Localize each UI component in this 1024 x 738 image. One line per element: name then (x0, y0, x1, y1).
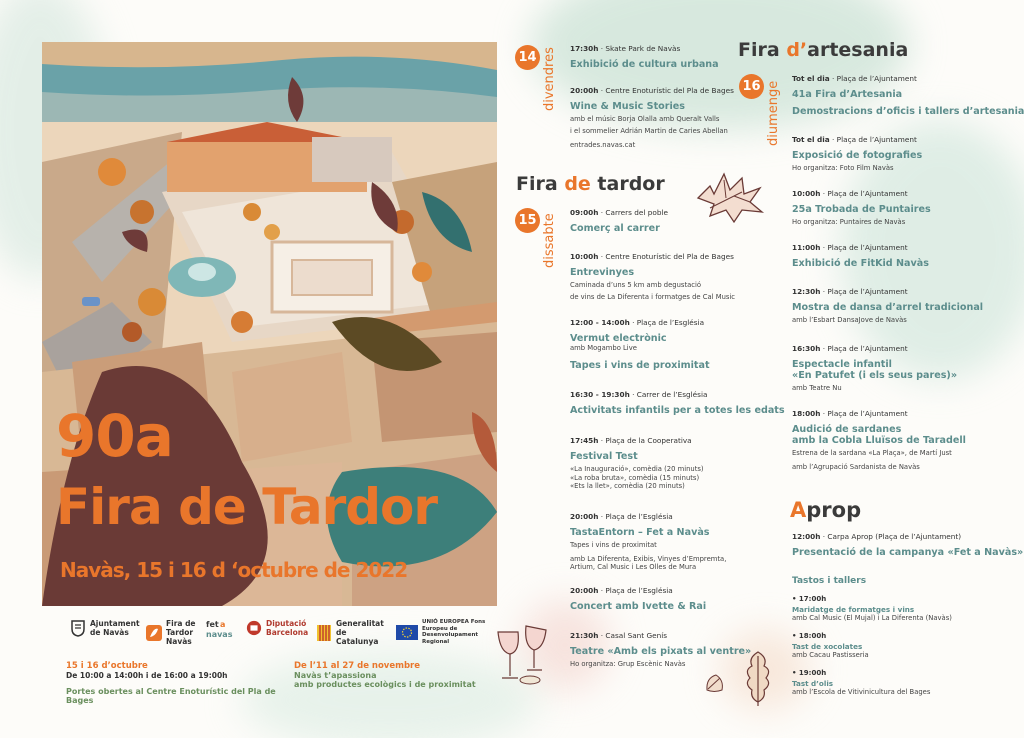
event-16-3: 10:00h · Plaça de l’Ajuntament 25a Trobada de Puntaires Ho organitza: Puntaires de Navàs (792, 189, 931, 226)
aprop-item-1: • 17:00h Maridatge de formatges i vins amb Cal Music (El Mujal) i La Diferenta (Navàs) (792, 595, 952, 622)
leaf-logo-icon (146, 624, 162, 642)
november-note (294, 661, 494, 689)
event-16-2: Tot el dia · Plaça de l’Ajuntament Exposició de fotografies Ho organitza: Foto Film Navàs (792, 135, 923, 172)
town-crest-icon (70, 619, 86, 637)
november-dates: De l’11 al 27 de novembre (294, 661, 421, 671)
eu-flag-icon (396, 625, 418, 640)
event-15-4: 16:30 - 19:30h · Carrer de l’Església Activitats infantils per a totes les edats (570, 390, 785, 416)
logo-ajuntament: Ajuntament de Navàs (70, 619, 135, 637)
diputacio-logo-icon (246, 619, 262, 637)
day-15-badge: 15 (515, 208, 540, 233)
event-14-1: 17:30h · Skate Park de Navàs Exhibició de cultura urbana (570, 44, 760, 70)
event-16-5: 12:30h · Plaça de l’Ajuntament Mostra de dansa d’arrel tradicional amb l’Esbart DansaJove de Navàs (792, 287, 984, 324)
logo-generalitat: Generalitat de Catalunya (316, 619, 390, 646)
section-aprop: Aprop (790, 498, 862, 522)
day-16-name: diumenge (766, 80, 781, 146)
fair-dates: Navàs, 15 i 16 d ‘octubre de 2022 (60, 558, 408, 582)
section-fira-artesania: Fira d’artesania (738, 39, 909, 61)
day-16-badge: 16 (739, 74, 764, 99)
fet-a-navas-logo-icon (206, 619, 234, 639)
open-doors-dates: 15 i 16 d’octubre (66, 661, 148, 671)
day-14-badge: 14 (515, 45, 540, 70)
aprop-subtitle: Tastos i tallers (792, 576, 867, 586)
event-15-2: 10:00h · Centre Enoturístic del Pla de Bages Entrevinyes Caminada d’uns 5 km amb degustació de vins de La Diferenta i formatges de Cal Music (570, 252, 736, 301)
svg-text:fet: fet (206, 620, 219, 629)
event-14-2: 20:00h · Centre Enoturístic del Pla de Bages Wine & Music Stories amb el músic Borja Olalla amb Queralt Valls i el sommelier Adrián Martin de Caries Abellan entrades.navas.cat (570, 86, 760, 150)
wine-glasses-icon (494, 618, 552, 688)
event-16-7: 18:00h · Plaça de l’Ajuntament Audició de sardanes amb la Cobla Lluïsos de Taradell Estrena de la sardana «La Plaça», de Martí Just amb l’Agrupació Sardanista de Navàs (792, 409, 966, 471)
event-15-8: 21:30h · Casal Sant Genís Teatre «Amb els pixats al ventre» Ho organitza: Grup Escènic Navàs (570, 631, 752, 668)
aprop-presentation: 12:00h · Carpa Aprop (Plaça de l’Ajuntament) Presentació de la campanya «Fet a Navàs» (792, 532, 1024, 558)
open-doors-hours: De 10:00 a 14:00h i de 16:00 a 19:00h (66, 671, 228, 680)
event-title: Exhibició de cultura urbana (570, 59, 719, 70)
november-line2: amb productes ecològics i de proximitat (294, 680, 476, 689)
event-16-4: 11:00h · Plaça de l’Ajuntament Exhibició de FitKid Navàs (792, 243, 929, 269)
logo-fira-tardor: Fira de Tardor Navàs (146, 619, 196, 646)
event-15-3: 12:00 - 14:00h · Plaça de l’Església Vermut electrònic amb Mogambo Live Tapes i vins de proximitat (570, 318, 710, 371)
logo-eu: UNIÓ EUROPEA Fons Europeu de Desenvolupament Regional (396, 619, 500, 645)
event-16-6: 16:30h · Plaça de l’Ajuntament Espectacle infantil «En Patufet (i els seus pares)» amb Teatre Nu (792, 344, 958, 392)
event-title: Wine & Music Stories (570, 101, 685, 112)
open-doors-note (66, 661, 296, 705)
event-16-1: Tot el dia · Plaça de l’Ajuntament 41a Fira d’Artesania Demostracions d’oficis i tallers d’artesania (792, 74, 1024, 117)
event-15-7: 20:00h · Plaça de l’Església Concert amb Ivette & Rai (570, 586, 707, 612)
logo-diputacio: Diputació Barcelona (246, 619, 308, 637)
day-14-name: divendres (542, 47, 557, 111)
fair-title: Fira de Tardor (56, 478, 438, 536)
day-15-name: dissabte (542, 213, 557, 268)
svg-text:a: a (220, 620, 226, 629)
edition-number: 90a (56, 402, 173, 470)
svg-text:navas: navas (206, 630, 233, 639)
aprop-item-2: • 18:00h Tast de xocolates amb Cacau Pastisseria (792, 632, 869, 659)
event-15-5: 17:45h · Plaça de la Cooperativa Festival Test «La Inauguració», comèdia (20 minuts) «La roba bruta», comèdia (15 minuts) «Ets la llet», comèdia (20 minuts) (570, 436, 704, 490)
generalitat-logo-icon (316, 624, 332, 642)
aprop-item-3: • 19:00h Tast d’olis amb l’Escola de Vitivinicultura del Bages (792, 669, 931, 696)
tickets-link[interactable]: entrades.navas.cat (570, 141, 636, 149)
section-fira-de-tardor: Fira de tardor (516, 173, 665, 195)
event-15-6: 20:00h · Plaça de l’Església TastaEntorn – Fet a Navàs Tapes i vins de proximitat amb La Diferenta, Exibis, Vinyes d’Empremta, Artium, Cal Music i Les Olles de Mura (570, 512, 727, 571)
small-leaf-icon (704, 672, 726, 694)
poster-illustration (42, 42, 497, 606)
logo-fet-a-navas (206, 619, 234, 639)
open-doors-text: Portes obertes al Centre Enoturístic del Pla de Bages (66, 687, 276, 705)
event-15-1: 09:00h · Carrers del poble Comerç al carrer (570, 208, 668, 234)
november-line1: Navàs t’apassiona (294, 671, 377, 680)
